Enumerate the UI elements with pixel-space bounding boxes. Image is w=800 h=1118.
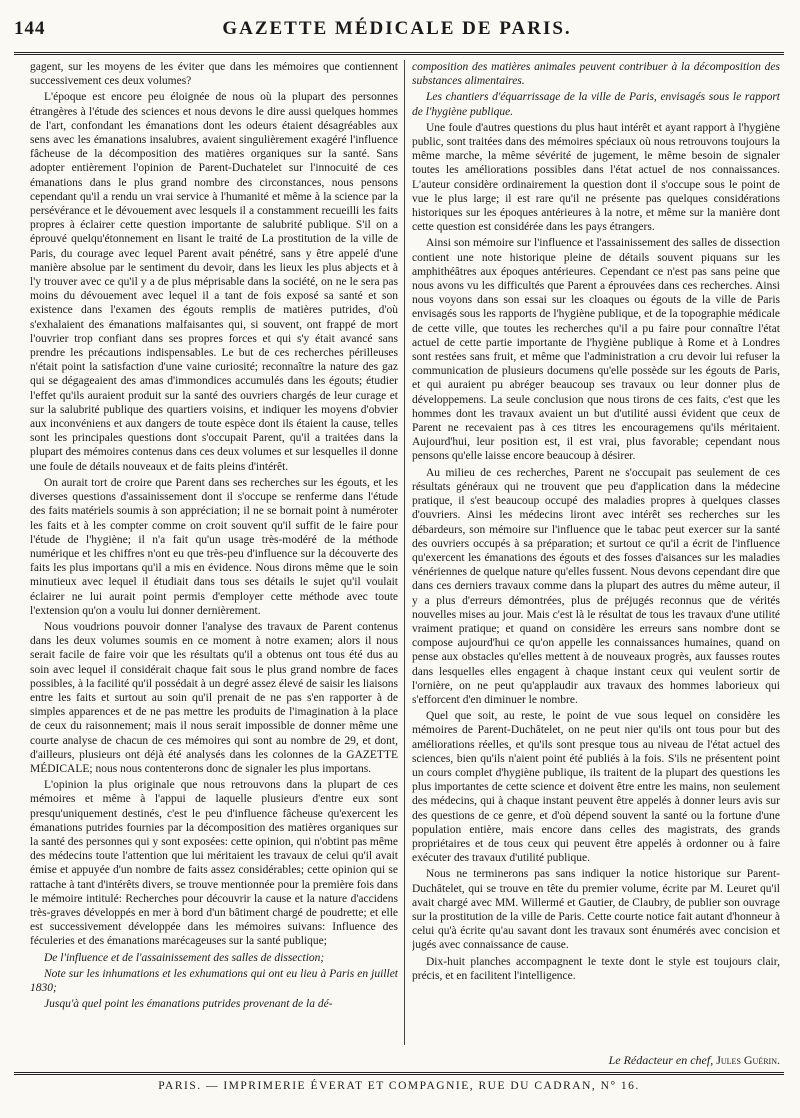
paragraph: Nous ne terminerons pas sans indiquer la notice historique sur Parent-Duchâtelet, qui se trouve en tête du premier volume, écrite par M. Leuret qu'il avait chargé avec MM. Willermé et Gautier, de Claubry, de publier son ouvrage sur la prostitution de la ville de Paris. Cette courte notice fait autant d'honneur à celui qu'à écrite qu'au savant dont les travaux sont énumérés avec concision et jugés avec connaissance de cause. (412, 868, 780, 952)
page-header (14, 14, 780, 48)
memoir-title: Les chantiers d'équarrissage de la ville de Paris, envisagés sous le rapport de l'hygiène publique. (412, 91, 780, 118)
editor-name: Jules Guérin. (716, 1053, 780, 1067)
paragraph: Une foule d'autres questions du plus haut intérêt et ayant rapport à l'hygiène public, sont traitées dans des mémoires spéciaux où nous retrouvons toujours la même marche, la même sévérité de jugement, le même besoin de signaler toutes les améliorations possibles dans l'état actuel de nos connaissances. L'auteur considère ordinairement la question dont il s'occupe sous le point de vue le plus large; il est rare qu'il ne présente pas quelques considérations historiques sur les époques antérieures à la notre, et même sur la manière dont cette question est considérée dans les pays étrangers. (412, 121, 780, 234)
journal-title: GAZETTE MÉDICALE DE PARIS. (222, 18, 572, 39)
paragraph: gagent, sur les moyens de les éviter que dans les mémoires que contiennent successivement ces deux volumes? (30, 61, 398, 88)
right-column (412, 60, 780, 1045)
paragraph: L'opinion la plus originale que nous retrouvons dans la plupart de ces mémoires et même à l'appui de laquelle plusieurs d'entre eux sont presqu'uniquement destinés, c'est le peu d'influence fâcheuse qu'exercent les émanations putrides fournies par la décomposition des matières organiques sur la santé des personnes qui y sont exposées: cette opinion, qui n'obtint pas même des médecins toute l'attention que lui méritaient les travaux de celui qu'il avait émise et appuyée d'un nombre de faits assez considérables; cette opinion qui se rattache à tant d'intérêts divers, se trouve mentionnée pour la première fois dans le mémoire intitulé: Recherches pour découvrir la cause et la nature d'accidens très-graves développés en mer à bord d'un bâtiment chargé de poudrette; et elle est successivement développée dans les mémoires suivans: Influence des féculeries et des émanations marécageuses sur la santé publique; (30, 779, 398, 948)
paragraph: On aurait tort de croire que Parent dans ses recherches sur les égouts, et les diverses questions d'assainissement dont il s'occupe se renferme dans l'étude des faits matériels soumis à son appréciation; il ne se bornait point à numéroter les faits et à les compter comme on croit souvent qu'il suffit de le faire pour l'étude de l'hygiène; il n'a fait qu'un usage très-modéré de la méthode numérique et les chiffres n'ont eu que très-peu d'influence sur la découverte des faits les plus importans qu'il a mis en évidence. Nous dirons même que le soin minutieux avec lequel il étudiait dans tous ses détails le sujet qu'il voulait éclairer ne lui aurait point permis d'employer cette méthode avec toute l'extension qu'on a voulu lui donner dernièrement. (30, 476, 398, 617)
paragraph: Nous voudrions pouvoir donner l'analyse des travaux de Parent contenus dans les deux volumes soumis en ce moment à notre examen; alors il nous serait facile de faire voir que les résultats qu'il a obtenus ont tous été dus au soin avec lequel il considérait chaque fait sous le plus grand nombre de faces possibles, à la facilité qu'il possédait à un degré assez élevé de saisir les liaisons entre les faits et surtout au soin qu'il prenait de ne pas s'en rapporter à de simples apparences et de ne pas mettre les produits de l'imagination à la place de ceux du raisonnement; mais il nous serait impossible de donner même une courte analyse de chacun de ces mémoires qui sont au nombre de 29, et dont, d'ailleurs, plusieurs ont déjà été analysés dans les colonnes de la GAZETTE MÉDICALE; nous nous contenterons donc de signaler les plus importans. (30, 620, 398, 775)
left-column (30, 60, 398, 1045)
paragraph: Dix-huit planches accompagnent le texte dont le style est toujours clair, précis, et en facilitent l'intelligence. (412, 955, 780, 982)
header-rule (14, 52, 784, 55)
memoir-title: Note sur les inhumations et les exhumations qui ont eu lieu à Paris en juillet 1830; (30, 967, 398, 994)
memoir-title: Jusqu'à quel point les émanations putrides provenant de la dé- (44, 998, 333, 1011)
memoir-title: De l'influence et de l'assainissement des salles de dissection; (44, 951, 325, 964)
paragraph: L'époque est encore peu éloignée de nous où la plupart des personnes étrangères à l'étude des sciences et nous devons le dire aussi quelques hommes de l'art, confondant les émanations dont les odeurs étaient désagréables aux sens avec les émanations insalubres, avaient singulièrement exagéré l'influence fâcheuse de la décomposition des matières organiques sur la santé. Sans adopter entièrement l'opinion de Parent-Duchatelet sur l'innocuité de ces émanations dans le plus grand nombre des circonstances, nous pensons cependant qu'il a rendu un vrai service à l'humanité et même à la science par la persévérance et le dévouement avec lesquels il a constamment recueilli les faits propres à éclairer cette question importante de salubrité publique. S'il on a éprouvé quelqu'étonnement en lisant le traité de La prostitution de la ville de Paris, du courage avec lequel Parent avait pénétré, sans y être appelé d'une manière absolue par le sentiment du devoir, dans les lieux les plus abjects et à l'y trouver avec ce qu'il y a de plus méprisable dans la société, on ne le sera pas moins du dévouement avec lequel il a tant de fois exposé sa santé et son existence dans l'examen des égouts remplis de matières putrides, d'où s'exhalaient des émanations malfaisantes qui, si souvent, ont frappé de mort l'ouvrier trop confiant dans ses propres forces et qui s'y était avancé sans prendre les précautions indispensables. Le but de ces recherches périlleuses n'était point la satisfaction d'une vaine curiosité; reconnaître la nature des gaz qui se dégageaient des amas d'immondices accumulés dans les égouts; étudier l'effet qu'ils auraient produit sur la santé des ouvriers chargés de leur curage et sur la salubrité publique des quartiers voisins, et indiquer les moyens d'obvier aux inconvéniens et aux dangers de toute espèce dont ils étaient la cause, telles sont les principales questions dont s'occupait Parent, qu'il a traitées dans la plupart des mémoires contenus dans ces deux volumes et sur lesquelles il donne une foule de détails nouveaux et de faits pleins d'intérêt. (30, 91, 398, 473)
article-body (30, 60, 780, 1045)
signature-prefix: Le Rédacteur en chef, (608, 1053, 714, 1067)
paragraph: Ainsi son mémoire sur l'influence et l'assainissement des salles de dissection contient une note historique pleine de détails souvent piquans sur les amphithéâtres aux époques antérieures. Cependant ce n'est pas sans peine que nous avons vu les difficultés que Parent a éprouvées dans ces recherches. Ainsi nous voyons dans son essai sur les cloaques ou égouts de la ville de Paris envisagés sous les rapports de l'hygiène publique, et de la topographie médicale de cette ville, que toutes les recherches qu'il a pu faire pour connaître l'état actuel de cette partie importante de l'hygiène publique à Rome et à Londres sont restées sans fruit, et même que l'administration a cru devoir lui refuser la communication de plusieurs documens qu'elle possède sur les égouts de Paris, et qui auraient pu abréger beaucoup ses travaux ou leur donner plus de développemens. La seule conclusion que nous tirons de ces faits, c'est que les hommes dont les travaux avaient un but d'utilité aussi évident que ceux de Parent ne recevaient pas à ces titres les encouragemens qu'ils méritaient. Aujourd'hui, leur position est, il est vrai, plus favorable; cependant nous pensons qu'elle laisse encore beaucoup à désirer. (412, 237, 780, 463)
paragraph: Au milieu de ces recherches, Parent ne s'occupait pas seulement de ces résultats généraux qui ne trouvent que peu d'application dans la médecine pratique, il s'est beaucoup occupé des maladies propres à quelques classes d'ouvriers. Ainsi les médecins liront avec intérêt ses recherches sur les débardeurs, son mémoire sur l'influence que le tabac peut exercer sur la santé des ouvriers occupés à sa préparation; et surtout ce qu'il a écrit de l'influence qu'exercent les émanations des égouts et des fosses d'aisances sur les maladies vénériennes de quelque nature qu'elles fussent. Nous devons cependant dire que dans ces derniers travaux comme dans la plupart des autres du même auteur, il y a plus d'erreurs démontrées, plus de préjugés reconnus que de vérités nouvelles mises au jour. Mais c'est là le résultat de tous les travaux d'une utilité vraiment pratique; et quand on considère les erreurs sans nombre dont se compose aujourd'hui ce qu'on appelle les connaissances humaines, quand on pense aux obstacles qu'elles mettent à de nouveaux progrès, aux fausses routes dans lesquelles elles engagent à chaque instant ceux qui veulent sortir de l'ornière, on ne peut qu'applaudir aux travaux des hommes laborieux qui s'efforcent d'en diminuer le nombre. (412, 466, 780, 706)
paragraph: Quel que soit, au reste, le point de vue sous lequel on considère les mémoires de Parent-Duchâtelet, on ne peut nier qu'ils ont tous pour but des améliorations réelles, et qu'ils sont presque tous au niveau de l'état actuel des sciences, bien qu'ils n'aient point été publiés à la fois. S'ils ne présentent point un cours complet d'hygiène publique, ils traitent de la plupart des questions les plus importantes de cette science et doivent être entre les mains, non seulement des médecins, qui à chaque instant peuvent être appelés à donner leurs avis sur des questions de ce genre, et d'où dépend souvent la santé ou la fortune d'une population entière, mais encore dans celles des magistrats, des grands propriétaires et de tous ceux qui peuvent être appelés à ordonner ou à faire exécuter des travaux d'utilité publique. (412, 710, 780, 865)
footer-rule (14, 1072, 784, 1075)
memoir-title: composition des matières animales peuvent contribuer à la décomposition des substances alimentaires. (412, 61, 780, 88)
editor-signature (609, 1053, 780, 1068)
page-number: 144 (14, 18, 46, 39)
printer-footer: PARIS. — IMPRIMERIE ÉVERAT ET COMPAGNIE, RUE DU CADRAN, N° 16. (158, 1080, 640, 1092)
